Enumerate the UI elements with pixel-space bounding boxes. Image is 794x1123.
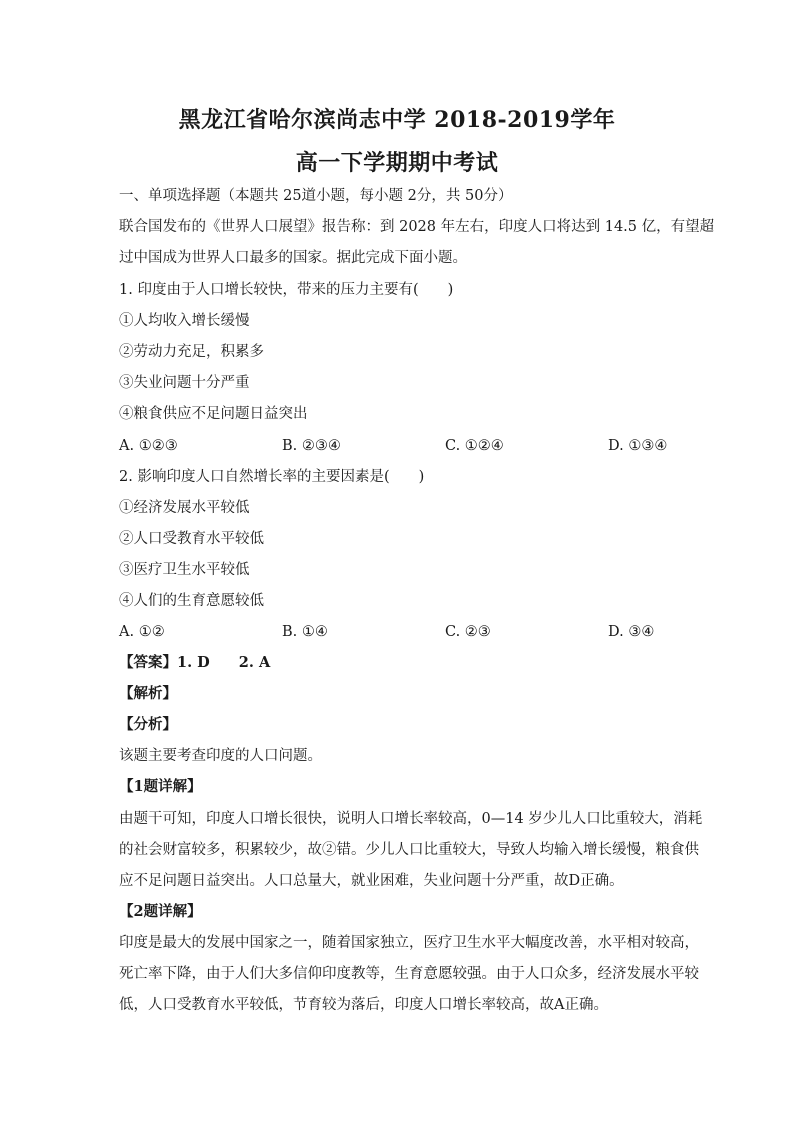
detail-1-line: 的社会财富较多，积累较少，故②错。少儿人口比重较大，导致人均输入增长缓慢，粮食供: [119, 842, 699, 858]
question-1-option-d: D. ①③④: [608, 438, 668, 454]
detail-1-line: 由题干可知，印度人口增长很快，说明人口增长率较高，0—14 岁少儿人口比重较大，消耗: [119, 811, 703, 827]
question-1-item: ④粮食供应不足问题日益突出: [119, 406, 308, 422]
question-2-item: ①经济发展水平较低: [119, 500, 250, 516]
question-1-stem: 1. 印度由于人口增长较快，带来的压力主要有( ): [119, 282, 454, 298]
question-1-item: ③失业问题十分严重: [119, 375, 250, 391]
question-2-option-d: D. ③④: [608, 624, 655, 640]
question-1-option-b: B. ②③④: [282, 438, 341, 454]
question-2-option-b: B. ①④: [282, 624, 328, 640]
answer-line: 【答案】1. D 2. A: [119, 654, 271, 671]
breakdown-text: 该题主要考查印度的人口问题。: [119, 748, 322, 764]
question-1-item: ②劳动力充足，积累多: [119, 344, 264, 360]
question-2-option-c: C. ②③: [445, 624, 491, 640]
question-2-option-a: A. ①②: [119, 624, 165, 640]
breakdown-heading: 【分析】: [119, 716, 177, 733]
question-2-item: ④人们的生育意愿较低: [119, 593, 264, 609]
section-heading: 一、单项选择题（本题共 25道小题，每小题 2分，共 50分）: [119, 188, 513, 204]
detail-2-line: 印度是最大的发展中国家之一，随着国家独立，医疗卫生水平大幅度改善，水平相对较高，: [119, 935, 699, 951]
intro-line: 过中国成为世界人口最多的国家。据此完成下面小题。: [119, 250, 467, 266]
detail-1-line: 应不足问题日益突出。人口总量大，就业困难，失业问题十分严重，故D正确。: [119, 873, 624, 889]
analysis-heading: 【解析】: [119, 685, 177, 702]
document-title-line1: 黑龙江省哈尔滨尚志中学 2018-2019学年: [178, 107, 616, 133]
question-1-item: ①人均收入增长缓慢: [119, 313, 250, 329]
detail-2-line: 低，人口受教育水平较低，节育较为落后，印度人口增长率较高，故A正确。: [119, 997, 608, 1013]
detail-2-heading: 【2题详解】: [119, 903, 202, 920]
intro-line: 联合国发布的《世界人口展望》报告称：到 2028 年左右，印度人口将达到 14.5 亿，有望超: [119, 219, 715, 235]
question-2-item: ③医疗卫生水平较低: [119, 562, 250, 578]
question-1-option-a: A. ①②③: [119, 438, 178, 454]
detail-1-heading: 【1题详解】: [119, 778, 202, 795]
detail-2-line: 死亡率下降，由于人们大多信仰印度教等，生育意愿较强。由于人口众多，经济发展水平较: [119, 966, 699, 982]
document-title-line2: 高一下学期期中考试: [295, 150, 499, 176]
question-1-option-c: C. ①②④: [445, 438, 504, 454]
question-2-stem: 2. 影响印度人口自然增长率的主要因素是( ): [119, 469, 425, 485]
question-2-item: ②人口受教育水平较低: [119, 531, 264, 547]
